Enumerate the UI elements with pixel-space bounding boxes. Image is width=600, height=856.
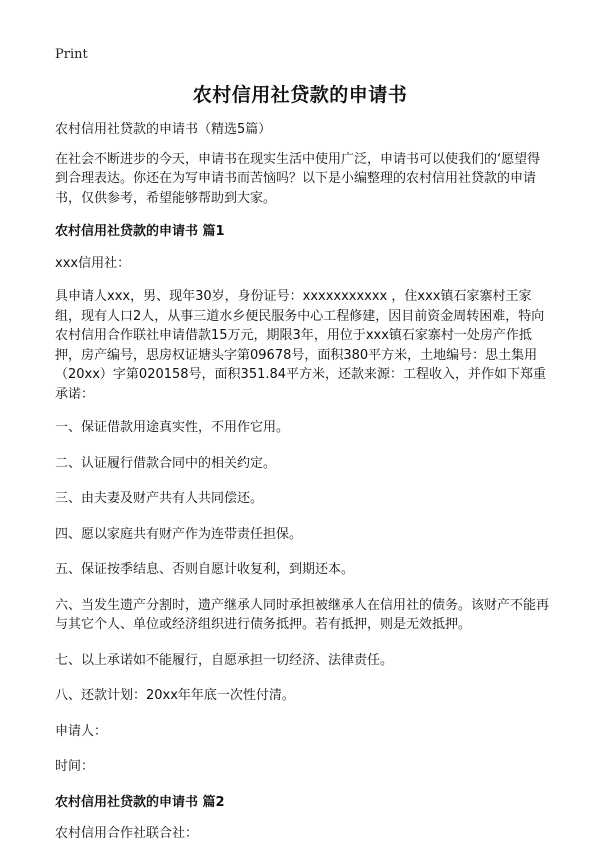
section-heading-2: 农村信用社贷款的申请书 篇2 bbox=[55, 794, 225, 810]
salutation-1: xxx信用社： bbox=[55, 255, 131, 271]
document-subtitle: 农村信用社贷款的申请书（精选5篇） bbox=[55, 122, 272, 137]
commitment-item: 八、还款计划：20xx年年底一次性付清。 bbox=[55, 688, 295, 703]
document-title: 农村信用社贷款的申请书 bbox=[192, 84, 408, 106]
commitment-item: 三、由夫妻及财产共有人共同偿还。 bbox=[55, 491, 264, 506]
commitment-item: 六、当发生遗产分割时，遗产继承人同时承担被继承人在信用社的债务。该财产不能再与其它个人、单位或经济组织进行债务抵押。若有抵押，则是无效抵押。 bbox=[55, 597, 550, 632]
commitment-item: 二、认证履行借款合同中的相关约定。 bbox=[55, 455, 277, 471]
section-heading-1: 农村信用社贷款的申请书 篇1 bbox=[55, 224, 225, 239]
commitment-item: 四、愿以家庭共有财产作为连带责任担保。 bbox=[55, 526, 303, 542]
print-link[interactable]: Print bbox=[55, 47, 88, 62]
application-body: 具申请人xxx，男、现年30岁，身份证号：xxxxxxxxxxx ，住xxx镇石家寨村王家组，现有人口2人，从事三道水乡便民服务中心工程修建，因目前资金周转困难，特向农村信用合作联社申请借款15万元，期限3年，用位于xxx镇石家寨村一处房产作抵押，房产编号，思房权证塘头字第09678号，面积380平方米，土地编号：思土集用（20xx）字第020158号，面积351.84平方米，还款来源：工程收入，并作如下郑重承诺： bbox=[55, 289, 547, 402]
commitment-item: 一、保证借款用途真实性，不用作它用。 bbox=[55, 420, 290, 435]
time-label: 时间： bbox=[55, 759, 95, 774]
commitment-item: 七、以上承诺如不能履行，自愿承担一切经济、法律责任。 bbox=[55, 652, 394, 668]
commitment-item: 五、保证按季结息、否则自愿计收复利，到期还本。 bbox=[55, 562, 355, 577]
applicant-label: 申请人： bbox=[55, 723, 108, 739]
document-body bbox=[55, 120, 552, 856]
salutation-2: 农村信用合作社联合社： bbox=[55, 826, 199, 841]
intro-paragraph: 在社会不断进步的今天，申请书在现实生活中使用广泛，申请书可以使我们的‘愿望得到合理表达。你还在为写申请书而苦恼吗？以下是小编整理的农村信用社贷款的申请书，仅供参考，希望能够帮助到大家。 bbox=[55, 151, 541, 206]
